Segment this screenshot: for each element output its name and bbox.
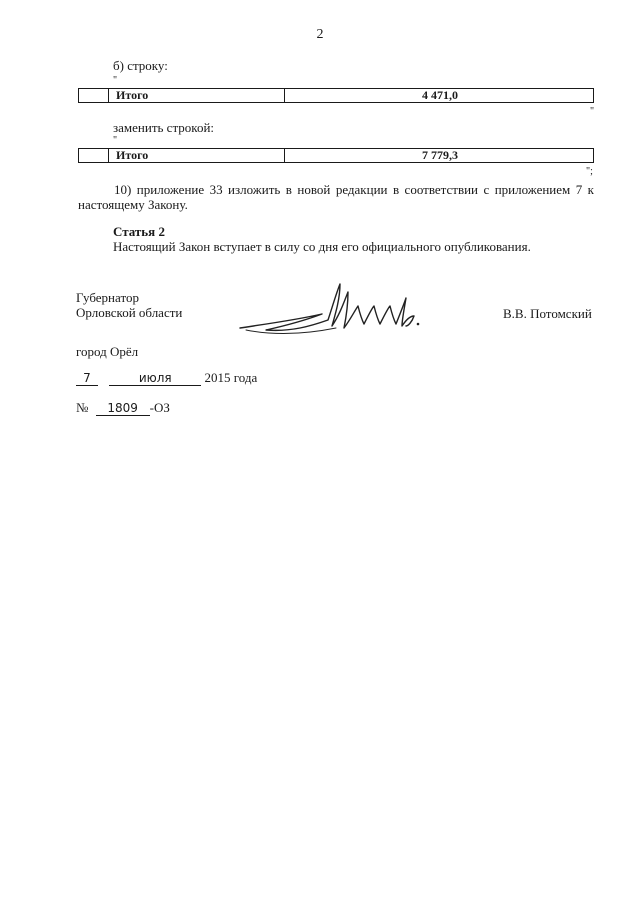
law-number-line (76, 400, 170, 416)
date-month: июля (109, 371, 201, 386)
old-row-label: Итого (109, 89, 285, 102)
item-10-paragraph: 10) приложение 33 изложить в новой редакции в соответствии с приложением 7 к настоящему Закону. (78, 182, 594, 212)
item-b-text: б) строку: (113, 58, 168, 73)
governor-position-line2: Орловской области (76, 305, 183, 320)
old-row-empty-cell (79, 89, 109, 102)
article-text: Настоящий Закон вступает в силу со дня его официального опубликования. (113, 239, 531, 254)
date-line (76, 370, 257, 386)
new-row-table (78, 148, 594, 163)
law-number-suffix: -ОЗ (149, 400, 170, 415)
open-quote: " (113, 75, 118, 86)
new-row-empty-cell (79, 149, 109, 162)
city-name: город Орёл (76, 344, 139, 359)
close-quote: " (590, 106, 595, 117)
page-number: 2 (316, 27, 324, 42)
new-row-label: Итого (109, 149, 285, 162)
open-quote-2: " (113, 135, 118, 146)
old-row-table (78, 88, 594, 103)
old-row-value: 4 471,0 (422, 88, 458, 102)
article-title: Статья 2 (113, 224, 165, 239)
governor-name: В.В. Потомский (503, 306, 592, 321)
number-sign: № (76, 400, 89, 415)
signature-icon (236, 280, 426, 340)
law-number: 1809 (96, 401, 150, 416)
replace-text: заменить строкой: (113, 120, 215, 135)
date-year: 2015 года (204, 370, 258, 385)
close-quote-semicolon: "; (586, 166, 593, 177)
new-row-value: 7 779,3 (422, 148, 458, 162)
date-day: 7 (76, 371, 98, 386)
governor-position-line1: Губернатор (76, 290, 139, 305)
